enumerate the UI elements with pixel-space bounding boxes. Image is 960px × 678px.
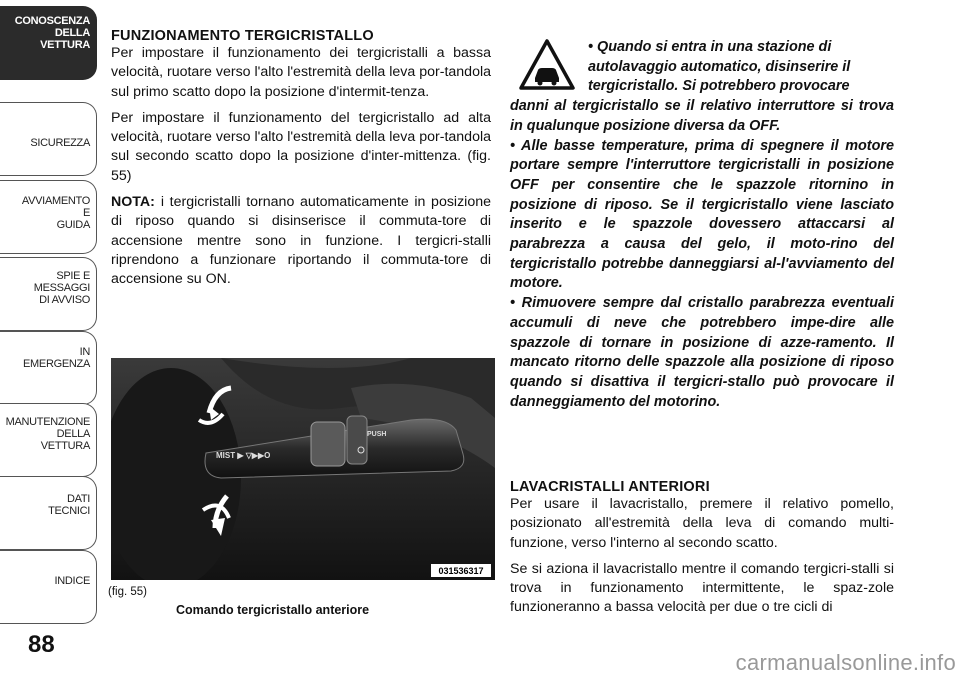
wiper-stalk-photo xyxy=(111,358,495,580)
tab-label: CONOSCENZA DELLA VETTURA xyxy=(14,15,90,51)
paragraph-high-speed: Per impostare il funzionamento del tergicristallo ad alta velocità, ruotare verso l'alto l'estremità della leva por-tandola sul secondo scatto dopo la posizione d'inter-mittenza. (fig. 55) xyxy=(111,109,492,184)
wiper-stalk-illustration xyxy=(111,358,495,580)
warning-bullet-1-line-2: autolavaggio automatico, disinserire il xyxy=(588,58,851,75)
washer-section xyxy=(510,479,894,618)
note-paragraph xyxy=(111,193,491,289)
note-text: i tergicristalli tornano automaticamente in posizione di riposo quando si disinserisce il commuta-tore di accensione mentre sono in funzione. I tergicri-stalli riprendono a funzionare riportando il commuta-tore di accensione su ON. xyxy=(111,194,491,288)
figure-reference: (fig. 55) xyxy=(108,586,147,598)
chapter-sidebar xyxy=(0,0,97,640)
warning-bullet-1-line-1: • Quando si entra in una stazione di xyxy=(588,39,832,55)
tab-label: IN EMERGENZA xyxy=(23,346,90,370)
paragraph-washer-use: Per usare il lavacristallo, premere il relativo pomello, posizionato all'estremità della leva di comando multi-funzione, verso l'interno al secondo scatto. xyxy=(510,496,894,551)
tab-label: SICUREZZA xyxy=(30,137,90,149)
tab-in-emergenza[interactable] xyxy=(0,331,97,405)
section-title-washer: LAVACRISTALLI ANTERIORI xyxy=(510,479,710,495)
paragraph-low-speed: Per impostare il funzionamento dei tergicristalli a bassa velocità, ruotare verso l'alto l'estremità della leva por-tandola sul primo scatto dopo la posizione d'intermit-tenza. xyxy=(111,45,492,100)
note-label: NOTA: xyxy=(111,194,155,211)
tab-avviamento-e-guida[interactable] xyxy=(0,180,97,254)
tab-label: AVVIAMENTO E GUIDA xyxy=(21,195,90,231)
tab-label: DATI TECNICI xyxy=(48,493,90,517)
warning-bullet-2: • Alle basse temperature, prima di spegnere il motore portare sempre l'interruttore tergicristalli in posizione OFF per consentire che le spazzole ritornino in posizione di riposo. Se il tergicristallo viene lasciato inserito e le spazzole dovessero attaccarsi al parabrezza a causa del gelo, il moto-rino del tergicristallo potrebbe danneggiarsi al-l'avviamento del motore. xyxy=(510,137,894,292)
tab-sicurezza[interactable] xyxy=(0,102,97,176)
tab-conoscenza-della-vettura[interactable] xyxy=(0,6,97,80)
tab-indice[interactable] xyxy=(0,550,97,624)
stalk-push-label: PUSH xyxy=(367,431,387,438)
section-title-wiper: FUNZIONAMENTO TERGICRISTALLO xyxy=(111,28,374,44)
tab-label: INDICE xyxy=(54,575,90,587)
paragraph-washer-intermittent: Se si aziona il lavacristallo mentre il comando tergicri-stalli si trova in funzionamento intermittente, le spaz-zole funzioneranno a bassa velocità per due o tre cicli di xyxy=(510,560,894,616)
warning-bullet-1-rest: danni al tergicristallo se il relativo interruttore si trova in qualunque posizione diversa da OFF. xyxy=(510,98,894,134)
warning-bullet-3: • Rimuovere sempre dal cristallo parabrezza eventuali accumuli di neve che potrebbero impe-dire alle spazzole di tornare in posizione di azze-ramento. Il mancato ritorno delle spazzole alla posizione di riposo quando si disattiva il tergicri-stallo può provocare il danneggiamento del motorino. xyxy=(510,295,894,410)
warning-block xyxy=(510,38,894,412)
figure-code: 031536317 xyxy=(438,566,484,576)
tab-label: SPIE E MESSAGGI DI AVVISO xyxy=(33,270,90,306)
figure-caption: Comando tergicristallo anteriore xyxy=(176,603,370,617)
page-number: 88 xyxy=(28,631,55,658)
tab-spie-e-messaggi[interactable] xyxy=(0,257,97,331)
tab-label: MANUTENZIONE DELLA VETTURA xyxy=(5,416,90,452)
warning-bullet-1-line-3: tergicristallo. Si potrebbero provocare xyxy=(588,78,850,95)
left-column xyxy=(111,28,491,290)
stalk-mist-label: MIST ▶ ▽▶▶O xyxy=(216,451,271,460)
watermark: carmanualsonline.info xyxy=(735,650,956,675)
tab-manutenzione[interactable] xyxy=(0,403,97,477)
tab-dati-tecnici[interactable] xyxy=(0,476,97,550)
